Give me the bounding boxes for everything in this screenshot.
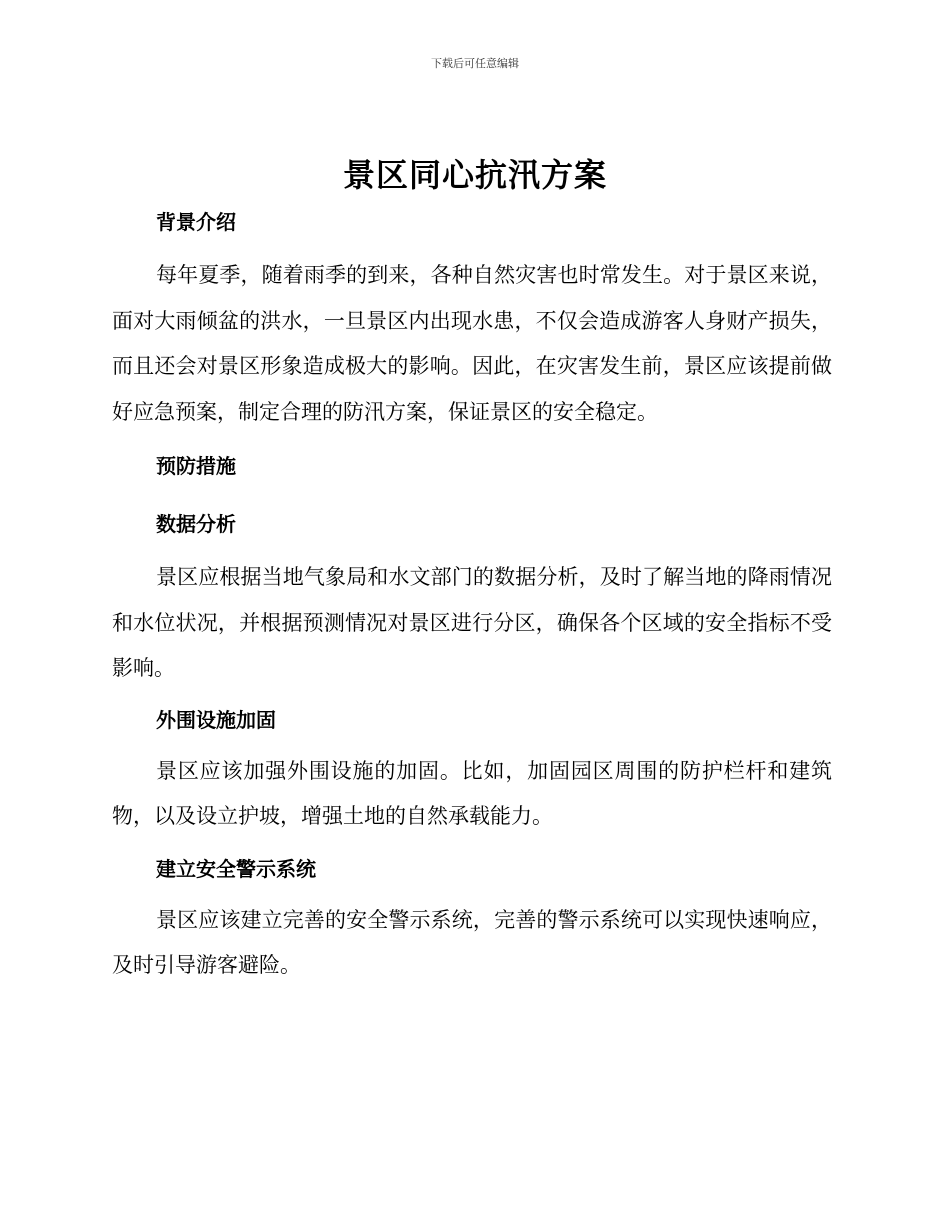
section-heading-warning-system: 建立安全警示系统 [156,856,316,881]
section-heading-data-analysis: 数据分析 [156,512,236,536]
section-heading-prevention: 预防措施 [156,454,236,478]
document-body [112,205,832,989]
document-title: 景区同心抗汛方案 [342,156,607,194]
section-paragraph-perimeter: 景区应该加强外围设施的加固。比如，加固园区周围的防护栏杆和建筑物，以及设立护坡，增强土地的自然承载能力。 [112,758,832,828]
section-paragraph-data-analysis: 景区应根据当地气象局和水文部门的数据分析，及时了解当地的降雨情况和水位状况，并根据预测情况对景区进行分区，确保各个区域的安全指标不受影响。 [112,565,832,680]
section-paragraph-background: 每年夏季，随着雨季的到来，各种自然灾害也时常发生。对于景区来说，面对大雨倾盆的洪水，一旦景区内出现水患，不仅会造成游客人身财产损失，而且还会对景区形象造成极大的影响。因此，在灾害发生前，景区应该提前做好应急预案，制定合理的防汛方案，保证景区的安全稳定。 [112,263,832,424]
section-heading-perimeter: 外围设施加固 [156,707,276,732]
section-paragraph-warning-system: 景区应该建立完善的安全警示系统，完善的警示系统可以实现快速响应，及时引导游客避险。 [112,907,832,977]
header-note: 下载后可任意编辑 [431,57,519,70]
section-heading-background: 背景介绍 [156,210,236,234]
